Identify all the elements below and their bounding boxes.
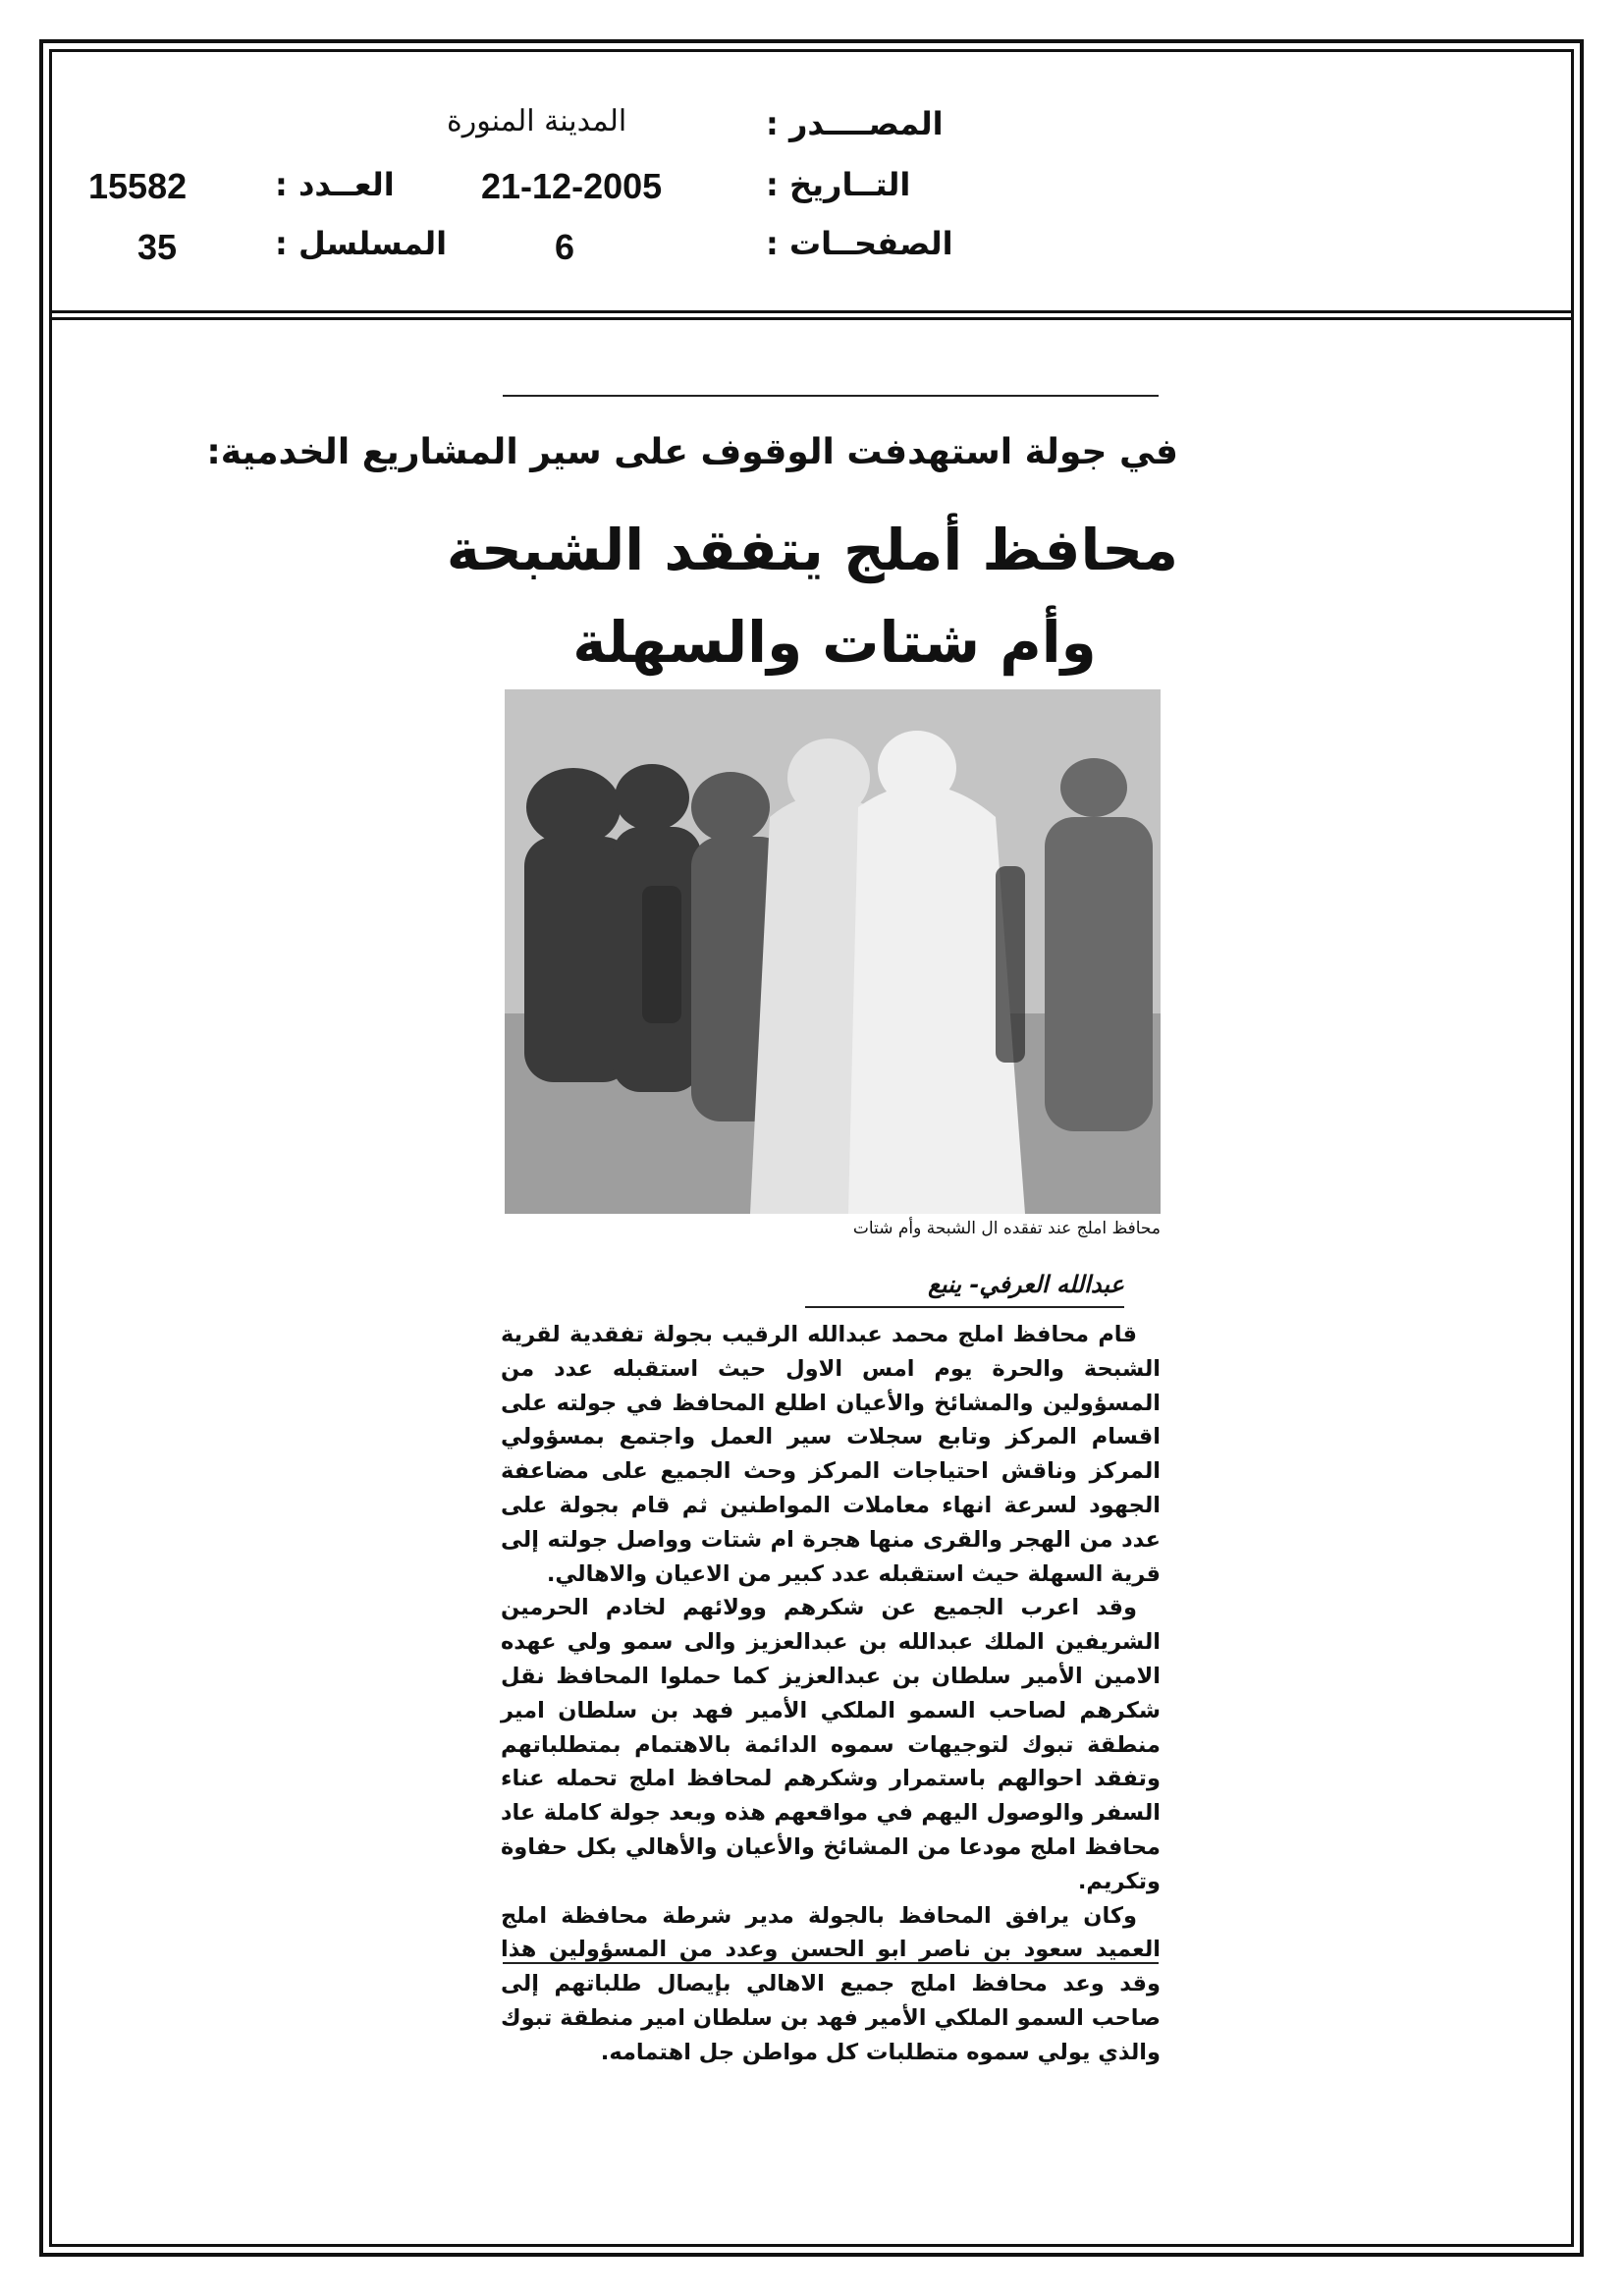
- byline-rule: [805, 1306, 1124, 1308]
- body-paragraph: وكان يرافق المحافظ بالجولة مدير شرطة محافظة املج العميد سعود بن ناصر ابو الحسن وعدد من المسؤولين هذا وقد وعد محافظ املج جميع الاهالي بإيصال طلباتهم إلى صاحب السمو الملكي الأمير فهد بن سلطان امير منطقة تبوك والذي يولي سموه متطلبات كل مواطن جل اهتمامه.: [501, 1902, 1161, 2065]
- pages-value: 6: [555, 227, 575, 267]
- article-byline: عبدالله العرفي- ينبع: [928, 1271, 1124, 1298]
- article-photo: [505, 689, 1161, 1214]
- source-value: المدينة المنورة: [447, 104, 627, 138]
- pages-label: الصفحــات :: [766, 225, 953, 262]
- photo-caption: محافظ املج عند تفقده ال الشبحة وأم شتات: [852, 1219, 1161, 1238]
- headline-line-1: محافظ أملج يتفقد الشبحة: [446, 517, 1178, 583]
- serial-value: 35: [137, 227, 178, 267]
- article-body: [501, 1318, 1161, 2070]
- body-paragraph: وقد اعرب الجميع عن شكرهم وولائهم لخادم الحرمين الشريفين الملك عبدالله بن عبدالعزيز والى سمو ولي عهده الامين الأمير سلطان بن عبدالعزيز كما حملوا المحافظ نقل شكرهم لصاحب السمو الملكي الأمير فهد بن سلطان امير منطقة تبوك لتوجيهات سموه الدائمة بالاهتمام بمتطلباتهم وتفقد احوالهم باستمرار وشكرهم لمحافظ املج تحمله عناء السفر والوصول اليهم في مواقعهم هذه وبعد جولة كاملة عاد محافظ املج مودعا من المشائخ والأعيان والأهالي بكل حفاوة وتكريم.: [501, 1595, 1161, 1894]
- headline-line-2: وأم شتات والسهلة: [572, 609, 1097, 676]
- header-divider: [49, 310, 1574, 320]
- article-kicker: في جولة استهدفت الوقوف على سير المشاريع الخدمية:: [206, 432, 1178, 472]
- issue-label: العــدد :: [275, 166, 395, 203]
- date-label: التــاريخ :: [766, 166, 911, 203]
- article-top-rule: [503, 395, 1159, 397]
- serial-label: المسلسل :: [275, 225, 448, 262]
- issue-value: 15582: [88, 166, 188, 206]
- date-value: 21-12-2005: [481, 166, 663, 206]
- body-paragraph: قام محافظ املج محمد عبدالله الرقيب بجولة تفقدية لقرية الشبحة والحرة يوم امس الاول حيث استقبله عدد من المسؤولين والمشائخ والأعيان اطلع المحافظ في جولته على اقسام المركز وتابع سجلات سير العمل واجتمع بمسؤولي المركز وناقش احتياجات المركز وحث الجميع على مضاعفة الجهود لسرعة انهاء معاملات المواطنين ثم قام بجولة على عدد من الهجر والقرى منها هجرة ام شتات وواصل جولته إلى قرية السهلة حيث استقبله عدد كبير من الاعيان والاهالي.: [501, 1322, 1161, 1587]
- article-bottom-rule: [503, 1962, 1159, 1964]
- source-label: المصــــدر :: [766, 105, 944, 142]
